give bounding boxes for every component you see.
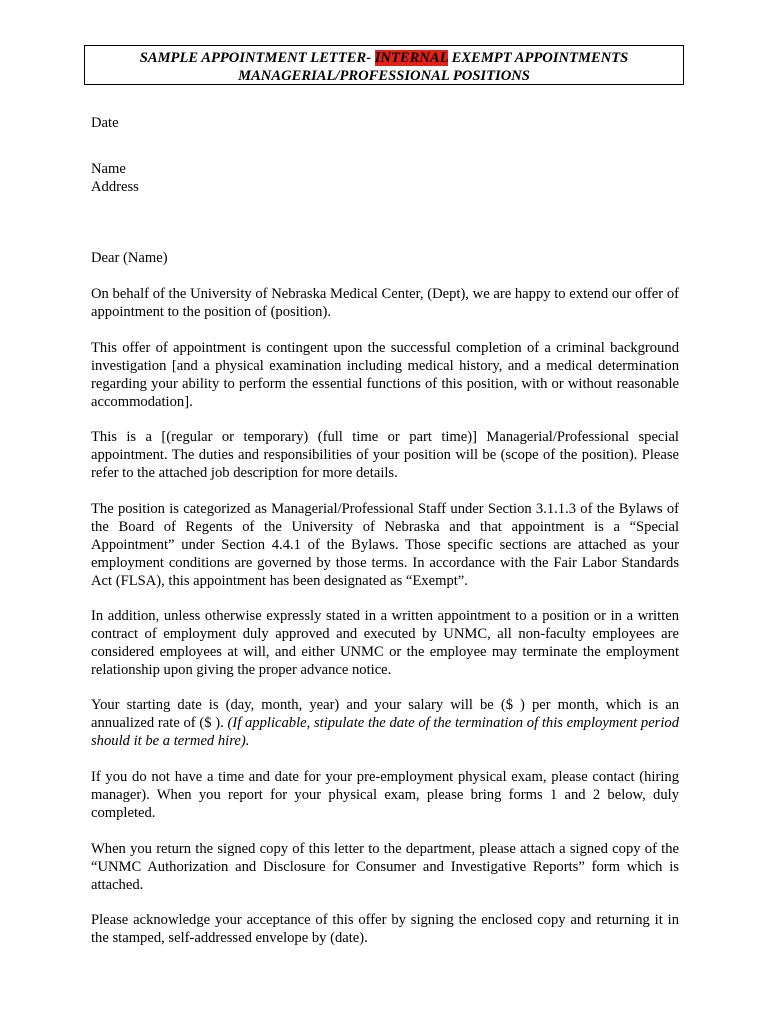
paragraph-categorization: The position is categorized as Managerial/Professional Staff under Section 3.1.1.3 of the Bylaws of the Board of Regents of the University of Nebraska and that appointment is a “Special Appointment” under Section 4.4.1 of the Bylaws. Those specific sections are attached as your employment conditions are governed by those terms. In accordance with the Fair Labor Standards Act (FLSA), this appointment has been designated as “Exempt”. [91, 501, 679, 589]
paragraph-contingency: This offer of appointment is contingent upon the successful completion of a criminal background investigation [and a physical examination including medical history, and a medical determination regarding your ability to perform the essential functions of this position, with or without reasonable accommodation]. [91, 340, 679, 410]
paragraph-authorization: When you return the signed copy of this letter to the department, please attach a signed copy of the “UNMC Authorization and Disclosure for Consumer and Investigative Reports” form which is attached. [91, 841, 679, 893]
paragraph-physical-exam: If you do not have a time and date for your pre-employment physical exam, please contact (hiring manager). When you report for your physical exam, please bring forms 1 and 2 below, duly completed. [91, 769, 679, 821]
title-box [84, 45, 684, 85]
salary-note: (If applicable, stipulate the date of the termination of this employment period should it be a termed hire). [91, 715, 679, 749]
title-part2: EXEMPT APPOINTMENTS [447, 50, 629, 66]
document-subtitle: MANAGERIAL/PROFESSIONAL POSITIONS [238, 67, 530, 84]
paragraph-acceptance: Please acknowledge your acceptance of this offer by signing the enclosed copy and returning it in the stamped, self-addressed envelope by (date). [91, 912, 679, 946]
date-line: Date [91, 115, 119, 131]
paragraph-salary [91, 696, 679, 750]
paragraph-at-will: In addition, unless otherwise expressly stated in a written appointment to a position or in a written contract of employment duly approved and executed by UNMC, all non-faculty employees are considered employees at will, and either UNMC or the employee may terminate the employment relationship upon giving the proper advance notice. [91, 608, 679, 678]
paragraph-appointment-type: This is a [(regular or temporary) (full time or part time)] Managerial/Professional special appointment. The duties and responsibilities of your position will be (scope of the position). Please refer to the attached job description for more details. [91, 429, 679, 481]
name-line: Name [91, 161, 126, 177]
salary-text: Your starting date is (day, month, year) and your salary will be ($ ) per month, which is an annualized rate of ($ ). [91, 697, 679, 731]
address-line: Address [91, 179, 139, 195]
salutation: Dear (Name) [91, 250, 168, 266]
title-highlight: INTERNAL [374, 50, 448, 66]
paragraph-offer: On behalf of the University of Nebraska Medical Center, (Dept), we are happy to extend our offer of appointment to the position of (position). [91, 286, 679, 320]
title-part1: SAMPLE APPOINTMENT LETTER- [139, 50, 375, 66]
document-title [85, 50, 683, 68]
